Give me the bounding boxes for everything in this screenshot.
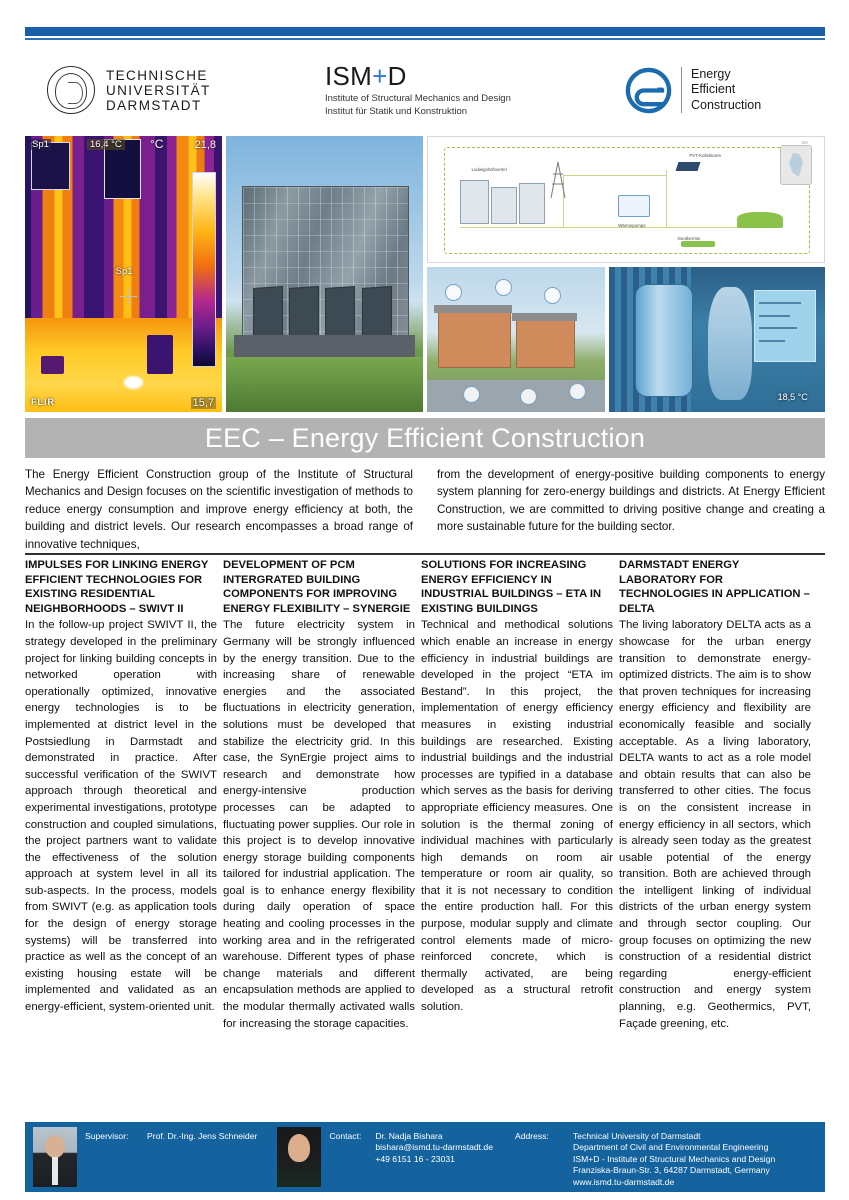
contact-name-row (329, 1131, 493, 1142)
address-line-1: Technical University of Darmstadt (572, 1131, 701, 1141)
contact-phone: +49 6151 16 - 23031 (375, 1153, 455, 1164)
intro-paragraph-left: The Energy Efficient Construction group of the Institute of Structural Mechanics and Design focuses on the scientific investigation of methods to reduce energy consumption and improve energy efficiency at both, the building and district levels. Our research encompasses a broad range of innovative techniques, (25, 468, 413, 551)
supervisor-avatar (33, 1127, 77, 1187)
page-title: EEC – Energy Efficient Construction (204, 422, 646, 453)
contact-portrait (277, 1127, 321, 1187)
thermal-hotspot (124, 376, 144, 389)
project-body: In the follow-up project SWIVT II, the strategy developed in the preliminary project for linking building concepts in networked operation with operationally optimized, innovative energy technologies is to be implemented at district level in the Postsiedlung in Darmstadt and demonstrated in practice. After successful verification of the SWIVT approach through theoretical and experimental investigations, prototype construction and coupled simulations, the project partners want to validate the effectiveness of the solution approach at system level in all its sub-aspects. In the process, models from SWIVT (e.g. as application tools for the design of energy storage systems) will be transferred into practice as well as the concept of an existing housing estate will be implemented and validated as an energy-efficient, system-oriented unit. (25, 619, 217, 1014)
contact-avatar (277, 1127, 321, 1187)
schematic-label-map: DA (802, 139, 809, 145)
schematic-geothermal-field (681, 241, 715, 247)
screen-line (759, 327, 798, 329)
schematic-label-geothermal: Geothermie (677, 235, 701, 241)
eec-logo-text (681, 67, 761, 114)
district-roof (512, 313, 576, 320)
screen-line (759, 340, 786, 342)
section-divider (25, 553, 825, 555)
tu-darmstadt-logo (25, 66, 325, 114)
ismd-subtitle-de: Institut für Statik und Konstruktion (325, 105, 468, 117)
address-line-4: Franziska-Braun-Str. 3, 64287 Darmstadt, Germany (572, 1165, 770, 1176)
supervisor-block (85, 1131, 257, 1142)
contact-email[interactable]: bishara@ismd.tu-darmstadt.de (375, 1142, 493, 1153)
thermal-color-scale (192, 172, 216, 367)
top-blue-bar (25, 27, 825, 36)
ismd-wordmark-plus: + (372, 61, 388, 91)
thermal-scale-min: 15,7 (192, 397, 214, 409)
contact-label: Contact: (329, 1131, 362, 1141)
schematic-label-pv: PVT-Kollektoren (689, 153, 722, 159)
project-body: The future electricity system in Germany will be strongly influenced by the energy transition. Due to the increasing share of renewable energies and the associated fluctuations in electricity generation, solutions must be developed that stabilize the electricity grid. In this case, the SynErgie project aims to research and demonstrate how energy-intensive production processes can be adapted to fluctuating power supplies. Our role in this project is to develop innovative energy storage building components tailored for industrial application. The goal is to enhance energy flexibility during daily operation of space heating and cooling processes in the working area and in the refrigerated warehouse. Different types of phase change materials and different encapsulation methods are applied to the modular thermally activated walls for increasing the storage capacities. (223, 619, 415, 1030)
facade-canvas (226, 136, 423, 412)
district-canvas (427, 267, 605, 412)
screen-line (759, 315, 790, 317)
ismd-wordmark-ism: ISM (325, 61, 373, 91)
district-overlay-icon (544, 287, 561, 304)
project-column-synergie (223, 558, 415, 1032)
project-heading: IMPULSES FOR LINKING ENERGY EFFICIENT TECHNOLOGIES FOR EXISTING RESIDENTIAL NEIGHBORHOODS – SWIVT II (25, 559, 209, 615)
contact-email-row (329, 1142, 493, 1153)
project-body: The living laboratory DELTA acts as a showcase for the urban energy transition to demonstrate energy-optimized districts. The aim is to show that proven techniques for increasing energy efficiency and flexibility are economically feasible and socially acceptable. As a living laboratory, DELTA wants to act as a role model and obtain results that can also be transferred to other cities. The focus is on the consistent increase in energy efficiency in all sectors, which is already seen today as the greatest usable potential of the energy transition. Both are achieved through the intelligent linking of individual districts of the urban energy system and through sector coupling. Our group focuses on optimizing the new construction of a residential district regarding energy-efficient construction and energy system planning, e.g. Geothermics, PVT, Façade greening, etc. (619, 619, 811, 1030)
lower-image-row (427, 267, 825, 412)
schematic-label-heatpump: Wärmepumpe (618, 223, 646, 229)
intro-section (25, 466, 825, 553)
district-roof (434, 305, 512, 314)
district-building (438, 311, 511, 368)
address-line-5[interactable]: www.ismd.tu-darmstadt.de (572, 1176, 675, 1187)
right-image-column (427, 136, 825, 412)
facade-lawn (226, 357, 423, 412)
address-block (515, 1131, 775, 1188)
image-strip (25, 136, 825, 412)
thermal-image (25, 136, 222, 412)
district-render-image (427, 267, 605, 412)
project-heading: DARMSTADT ENERGY LABORATORY FOR TECHNOLOGIES IN APPLICATION – DELTA (619, 559, 810, 615)
project-heading: SOLUTIONS FOR INCREASING ENERGY EFFICIENCY IN INDUSTRIAL BUILDINGS – ETA IN EXISTING BUILDINGS (421, 559, 602, 615)
schematic-building (460, 180, 490, 225)
contact-block (329, 1131, 493, 1165)
district-overlay-icon (495, 279, 512, 296)
flir-brand-label: FLIR (31, 397, 55, 407)
contact-phone-row (329, 1154, 493, 1165)
project-heading: DEVELOPMENT OF PCM INTERGRATED BUILDING COMPONENTS FOR IMPROVING ENERGY FLEXIBILITY – SYNERGIE (223, 559, 411, 615)
thermal-unit-label: °C (150, 137, 164, 151)
schematic-heatpump-unit (618, 195, 650, 217)
project-column-swivt (25, 558, 217, 1032)
germany-map-icon (780, 145, 812, 185)
eec-logo (625, 67, 825, 114)
project-column-delta (619, 558, 811, 1032)
schematic-pv-panel (676, 162, 701, 171)
facade-photo (226, 136, 423, 412)
thermal-scale-max: 21,8 (194, 139, 216, 151)
thermal-storage-image (609, 267, 825, 412)
thermal-canvas (25, 136, 222, 412)
schematic-label-district: Ludwigshöhviertel (471, 167, 507, 172)
ismd-wordmark (325, 62, 625, 90)
thermal-spot-temperature: 16,4 °C (87, 139, 125, 150)
address-line-3: ISM+D - Institute of Structural Mechanics and Design (572, 1153, 776, 1164)
poster-footer (25, 1122, 825, 1192)
address-line-2: Department of Civil and Environmental Engineering (572, 1142, 769, 1153)
supervisor-row (85, 1131, 257, 1142)
schematic-canvas (428, 137, 824, 262)
schematic-connection-line (563, 175, 666, 176)
project-body: Technical and methodical solutions which enable an increase in energy efficiency in industrial buildings are developed in the project “ETA im Bestand”. In this project, the implementation of energy efficiency measures in existing industrial buildings are researched. Existing industrial buildings and the industrial processes are typified in a database which serves as the basis for deriving appropriate efficiency measures. One solution is the thermal zoning of individual machines with particularly high demands on room air temperature or room air quality, so that it is not necessary to condition the entire production hall. For this purpose, modular supply and climate control elements made of micro-reinforced concrete, which is thermally activated, are being developed as a structural retrofit solution. (421, 619, 613, 1014)
thermal-marker-label: Sp1 (115, 265, 133, 277)
projects-columns (25, 558, 825, 1032)
district-overlay-icon (520, 388, 537, 405)
district-building (516, 319, 575, 367)
intro-paragraph-right: from the development of energy-positive building components to energy system planning for zero-energy buildings and districts. At Energy Efficient Construction, we are committed to driving positive change and creating a more sustainable future for the building sector. (437, 468, 825, 534)
poster-title-band (25, 418, 825, 458)
contact-spacer (329, 1142, 375, 1153)
person-silhouette (708, 287, 751, 400)
district-overlay-icon (463, 386, 480, 403)
schematic-building (491, 187, 517, 224)
supervisor-name: Prof. Dr.-Ing. Jens Schneider (147, 1131, 258, 1141)
thermal-spot-label: Sp1 (32, 139, 49, 150)
supervisor-portrait (33, 1127, 77, 1187)
thermal-crosshair-icon (120, 288, 137, 305)
facade-building (242, 186, 409, 348)
tud-line-1: TECHNISCHE (106, 67, 208, 83)
project-column-eta (421, 558, 613, 1032)
eec-circle-e-icon (625, 67, 672, 114)
ismd-subtitle (325, 93, 625, 118)
schematic-building (519, 183, 545, 224)
tud-line-3: DARMSTADT (106, 97, 202, 113)
ismd-subtitle-en: Institute of Structural Mechanics and Design (325, 93, 511, 104)
schematic-green-roof-building (737, 212, 783, 228)
energy-system-schematic (427, 136, 825, 263)
screen-line (759, 302, 801, 304)
tank-canvas (609, 267, 825, 412)
ismd-wordmark-d: D (387, 61, 407, 91)
tud-logo-text (106, 68, 211, 113)
storage-tank (635, 284, 693, 396)
district-overlay-icon (445, 284, 462, 301)
eec-line-3: Construction (691, 97, 762, 112)
contact-spacer (329, 1154, 375, 1165)
address-lines (573, 1131, 775, 1188)
control-screen (754, 290, 816, 362)
contact-name: Dr. Nadja Bishara (375, 1131, 443, 1141)
poster-header (25, 52, 825, 128)
eec-line-1: Energy (691, 66, 731, 81)
tank-temperature-label: 18,5 °C (777, 391, 808, 402)
supervisor-label: Supervisor: (85, 1131, 129, 1141)
ismd-logo (325, 62, 625, 118)
eec-line-2: Efficient (691, 82, 736, 97)
address-label: Address: (514, 1131, 549, 1141)
pylon-icon (547, 160, 569, 200)
tud-line-2: UNIVERSITÄT (106, 82, 211, 98)
top-thin-rule (25, 38, 825, 40)
schematic-connection-line (666, 170, 667, 228)
tud-athena-icon (47, 66, 95, 114)
